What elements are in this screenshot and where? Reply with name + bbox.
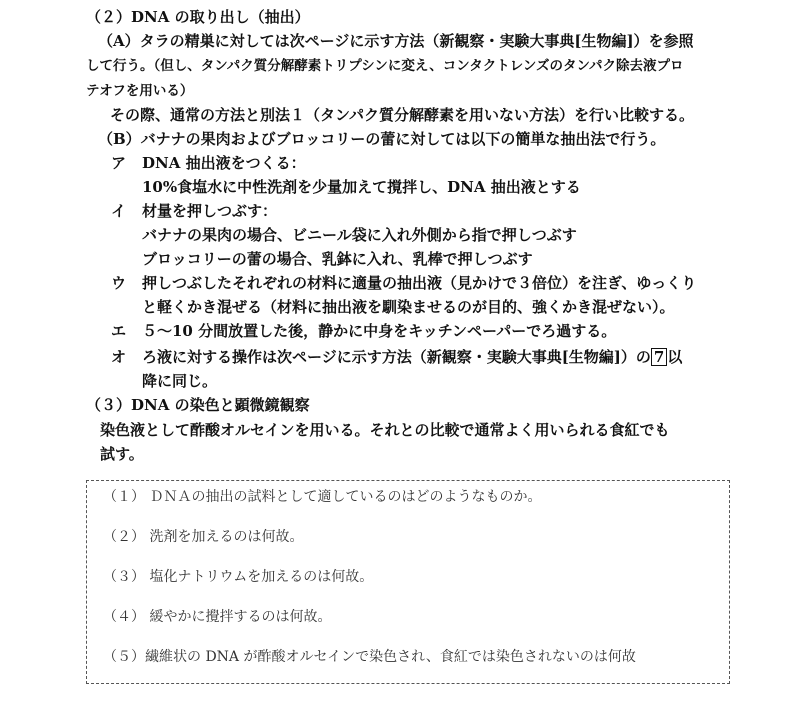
step-mark-u: ウ (111, 274, 127, 292)
step-mark-i: イ (111, 202, 127, 220)
question-5: （５）繊維状の DNA が酢酸オルセインで染色され、食紅では染色されないのは何故 (103, 649, 636, 665)
step-o-boxed-number: 7 (651, 348, 667, 366)
question-2: （２） 洗剤を加えるのは何故。 (103, 529, 304, 545)
step-u-text2: と軽くかき混ぜる（材料に抽出液を馴染ませるのが目的、強くかき混ぜない）。 (142, 298, 675, 316)
section2-B-line: （B）バナナの果肉およびブロッコリーの蕾に対しては以下の簡単な抽出法で行う。 (98, 130, 666, 148)
section3-line1: 染色液として酢酸オルセインを用いる。それとの比較で通常よく用いられる食紅でも (100, 421, 670, 439)
question-3: （３） 塩化ナトリウムを加えるのは何故。 (103, 569, 374, 585)
step-a-text: 10%食塩水に中性洗剤を少量加えて撹拌し、DNA 抽出液とする (142, 178, 581, 196)
section3-heading: （３）DNA の染色と顕微鏡観察 (86, 396, 310, 414)
question-box (86, 480, 730, 684)
step-i-text1: バナナの果肉の場合、ビニール袋に入れ外側から指で押しつぶす (142, 226, 577, 244)
step-u-text1: 押しつぶしたそれぞれの材料に適量の抽出液（見かけで３倍位）を注ぎ、ゆっくり (142, 274, 697, 292)
step-a-title: DNA 抽出液をつくる： (142, 154, 306, 172)
section2-heading: （２）DNA の取り出し（抽出） (86, 8, 310, 26)
step-mark-o: オ (111, 348, 127, 366)
step-i-text2: ブロッコリーの蕾の場合、乳鉢に入れ、乳棒で押しつぶす (142, 250, 533, 268)
step-i-title: 材量を押しつぶす： (142, 202, 278, 220)
question-4: （４） 緩やかに攪拌するのは何故。 (103, 609, 332, 625)
step-o-text1-main: ろ液に対する操作は次ページに示す方法（新観察・実験大事典[生物編]）の (142, 348, 651, 366)
section2-A-line3: テオフを用いる） (86, 83, 194, 99)
step-o-text1 (142, 346, 682, 368)
step-mark-e: エ (111, 322, 127, 340)
step-mark-a: ア (111, 154, 127, 172)
section2-A-line4: その際、通常の方法と別法１（タンパク質分解酵素を用いない方法）を行い比較する。 (110, 106, 694, 124)
step-o-text2: 降に同じ。 (142, 372, 218, 390)
step-o-after-box: 以 (667, 348, 683, 366)
step-e-text: ５～10 分間放置した後，静かに中身をキッチンペーパーでろ過する。 (142, 322, 617, 340)
section2-A-line2: して行う。（但し、タンパク質分解酵素トリプシンに変え、コンタクトレンズのタンパク除去液プロ (86, 58, 684, 74)
section2-A-line1: （A）タラの精巣に対しては次ページに示す方法（新観察・実験大事典[生物編]）を参照 (98, 32, 694, 50)
question-1: （１） ＤＮＡの抽出の試料として適しているのはどのようなものか。 (103, 489, 542, 505)
section3-line2: 試す。 (100, 445, 144, 463)
